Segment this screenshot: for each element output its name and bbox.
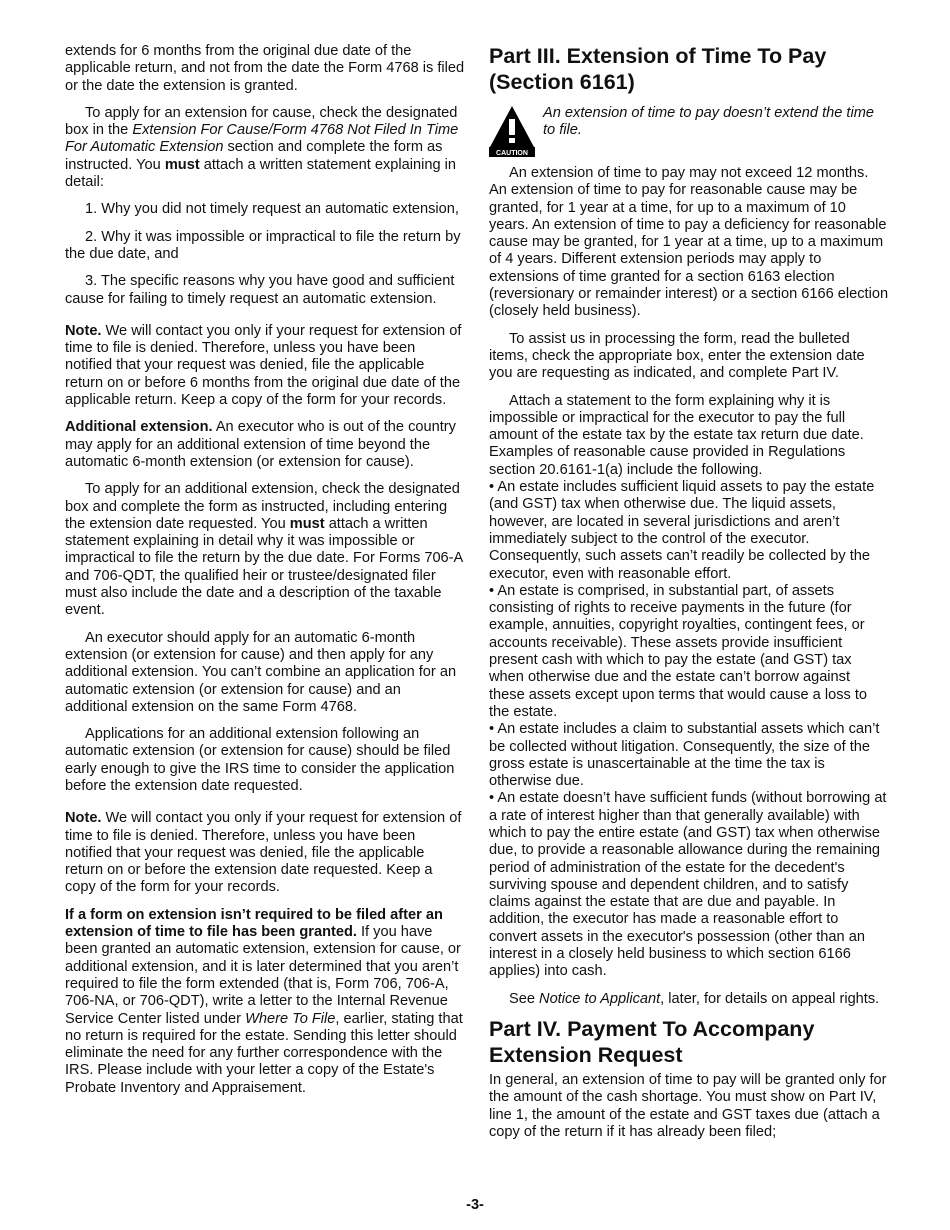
list-item: 3. The specific reasons why you have good and sufficient cause for failing to timely request an automatic extension. <box>65 273 455 307</box>
right-column <box>489 43 889 1141</box>
list-item: 2. Why it was impossible or impractical to file the return by the due date, and <box>65 228 461 262</box>
list-item: 1. Why you did not timely request an automatic extension, <box>85 201 459 218</box>
paragraph: Attach a statement to the form explaining why it is impossible or impractical for the executor to pay the full amount of the estate tax by the estate tax return due date. Examples of reasonable cause provided in Regulations section 20.6161-1(a) include the following. <box>489 392 864 478</box>
paragraph: See Notice to Applicant, later, for details on appeal rights. <box>509 990 880 1007</box>
section-heading-part-iii: Part III. Extension of Time To Pay (Section 6161) <box>489 44 827 94</box>
paragraph: If a form on extension isn’t required to be filed after an extension of time to file has been granted. If you have been granted an automatic extension, extension for cause, or additional extension, and it is later determined that you aren’t required to file the form extended (that is, Form 706, 706-A, 706-NA, or 706-QDT), write a letter to the Internal Revenue Service Center listed under Where To File, earlier, stating that no return is required for the estate. Sending this letter should eliminate the need for any further correspondence with the IRS. Please include with your letter a copy of the Estate's Probate Inventory and Appraisement. <box>65 906 463 1096</box>
paragraph: Applications for an additional extension following an automatic extension (or extension for cause) should be filed early enough to give the IRS time to consider the application before the extension date requested. <box>65 726 455 794</box>
paragraph: In general, an extension of time to pay will be granted only for the amount of the cash shortage. You must show on Part IV, line 1, the amount of the estate and GST taxes due (attach a copy of the return if it has already been filed; <box>489 1071 887 1140</box>
caution-text: An extension of time to pay doesn’t extend the time to file. <box>543 105 874 139</box>
paragraph: extends for 6 months from the original due date of the applicable return, and not from the date the Form 4768 is filed or the date the extension is granted. <box>65 43 465 94</box>
bullet-item: • An estate includes a claim to substantial assets which can’t be collected without litigation. Consequently, the size of the gross estate is unascertainable at the time the tax is otherwise due. <box>489 721 880 790</box>
bullet-item: • An estate doesn’t have sufficient funds (without borrowing at a rate of interest higher than that generally available) with which to pay the entire estate (and GST) tax when otherwise due, to provide a reasonable allowance during the remaining period of administration of the estate for the decedent's surviving spouse and dependent children, and to satisfy claims against the estate that are due and payable. In addition, the executor has made a reasonable effort to convert assets in the executor's possession (other than an interest in a closely held business to which section 6166 applies) into cash. <box>489 790 887 980</box>
paragraph: To assist us in processing the form, read the bulleted items, check the appropriate box, enter the extension date you are requesting as indicated, and complete Part IV. <box>489 330 865 382</box>
bullet-item: • An estate includes sufficient liquid assets to pay the estate (and GST) tax when otherwise due. The liquid assets, however, are located in several jurisdictions and aren’t immediately subject to the control of the executor. Consequently, such assets can’t readily be collected by the executor, even with reasonable effort. <box>489 479 875 582</box>
caution-icon <box>489 105 535 157</box>
paragraph: An executor should apply for an automatic 6-month extension (or extension for cause) and then apply for any additional extension. You can’t combine an application for an automatic extension (or extension for cause) and an additional extension on the same Form 4768. <box>65 629 457 715</box>
page-number: -3- <box>466 1197 484 1213</box>
caution-label: CAUTION <box>496 150 528 157</box>
section-heading-part-iv: Part IV. Payment To Accompany Extension Request <box>489 1016 815 1067</box>
left-column <box>65 43 465 1097</box>
note-paragraph: Note. We will contact you only if your request for extension of time to file is denied. Therefore, unless you have been notified that your request was denied, file the applicable return on or before 6 months from the original due date of the applicable return. Keep a copy of the form for your records. <box>65 322 462 409</box>
paragraph: To apply for an extension for cause, check the designated box in the Extension For Cause/Form 4768 Not Filed In Time For Automatic Extension section and complete the form as instructed. You must attach a written statement explaining in detail: <box>65 104 459 191</box>
note-paragraph: Note. We will contact you only if your request for extension of time to file is denied. Therefore, unless you have been notified that your request was denied, file the applicable return on or before the extension date requested. Keep a copy of the form for your records. <box>65 810 462 896</box>
caution-box <box>489 105 889 157</box>
paragraph: An extension of time to pay may not exceed 12 months. An extension of time to pay for reasonable cause may be granted, for 1 year at a time, for up to a maximum of 10 years. An extension of time to pay a deficiency for reasonable cause may be granted, for 1 year at a time, up to a maximum of 4 years. Different extension periods may apply to extensions of time granted for a section 6163 election (reversionary or remainder interest) or a section 6166 election (closely held business). <box>489 165 889 320</box>
bullet-item: • An estate is comprised, in substantial part, of assets consisting of rights to receive payments in the future (for example, annuities, copyright royalties, contingent fees, or accounts receivable). These assets provide insufficient present cash with which to pay the estate (and GST) tax when otherwise due and the estate can’t borrow against these assets except upon terms that would cause a loss to the estate. <box>489 582 868 720</box>
paragraph: To apply for an additional extension, check the designated box and complete the form as instructed, including entering the extension date requested. You must attach a written statement explaining in detail why it was impossible or impractical to file the return by the due date. For Forms 706-A and 706-QDT, the qualified heir or trustee/designated filer must also include the date and a description of the taxable event. <box>65 481 463 619</box>
additional-extension-paragraph: Additional extension. An executor who is out of the country may apply for an additional extension of time beyond the automatic 6-month extension (or extension for cause). <box>65 419 456 470</box>
